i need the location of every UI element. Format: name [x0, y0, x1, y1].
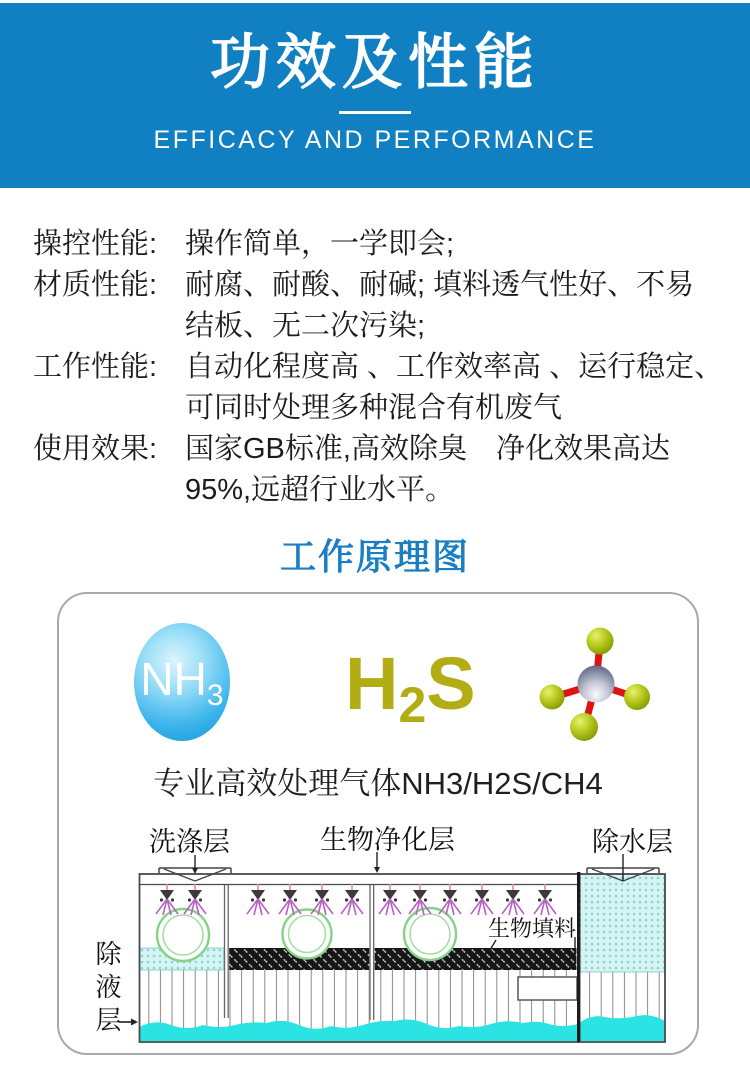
nh3-formula: $NH_3$ [140, 652, 224, 712]
dewater-divider [577, 872, 580, 1042]
spec-value: 操作简单，一学即会; [185, 228, 455, 260]
label-bio-layer: 生物净化层 [320, 825, 455, 855]
banner [0, 3, 750, 188]
gas-caption: 专业高效处理气体NH3/H2S/CH4 [153, 766, 603, 801]
spec-label: 使用效果: [33, 433, 158, 465]
spec-row-control [33, 224, 725, 265]
spray-nozzles [156, 884, 556, 915]
section-heading: 工作原理图 [279, 536, 470, 577]
label-dewater-layer: 除水层 [592, 827, 673, 857]
dewater-section [580, 875, 665, 973]
spec-label: 操控性能: [33, 228, 158, 260]
spec-row-material [33, 265, 725, 347]
spec-row-work [33, 347, 725, 429]
atom-top [587, 628, 614, 655]
spec-value: 国家GB标准,高效除臭 净化效果高达 [185, 433, 670, 465]
spec-value: 95%,远超行业水平。 [185, 474, 455, 506]
label-deliquid-layer: 除液层 [92, 940, 122, 1039]
spec-label: 工作性能: [33, 351, 158, 383]
spec-value: 结板、无二次污染; [185, 310, 426, 342]
spec-list [33, 224, 725, 511]
spec-value: 耐腐、耐酸、耐碱; 填料透气性好、不易 [185, 269, 695, 301]
spec-value: 可同时处理多种混合有机废气 [185, 392, 563, 424]
nh3-sphere-icon [134, 623, 230, 741]
atom-bottom [570, 713, 598, 741]
spec-row-effect [33, 429, 725, 511]
media-pipes [157, 908, 456, 961]
process-diagram [85, 815, 697, 1050]
page-subtitle: EFFICACY AND PERFORMANCE [153, 126, 597, 154]
label-wash-layer: 洗涤层 [149, 827, 230, 857]
spec-label: 材质性能: [33, 269, 158, 301]
label-bio-packing: 生物填料 [488, 916, 577, 941]
access-box [518, 977, 577, 1000]
atom-right [624, 684, 650, 710]
h2s-formula: H2S [345, 642, 476, 733]
bio-packing-band [229, 948, 577, 970]
atom-left [540, 685, 565, 710]
page-title: 功效及性能 [210, 29, 540, 96]
title-divider [339, 111, 411, 114]
atom-center [578, 666, 615, 703]
principle-panel [57, 592, 699, 1055]
ch4-molecule-icon [535, 613, 670, 755]
spec-value: 自动化程度高 、工作效率高 、运行稳定、 [185, 351, 724, 383]
